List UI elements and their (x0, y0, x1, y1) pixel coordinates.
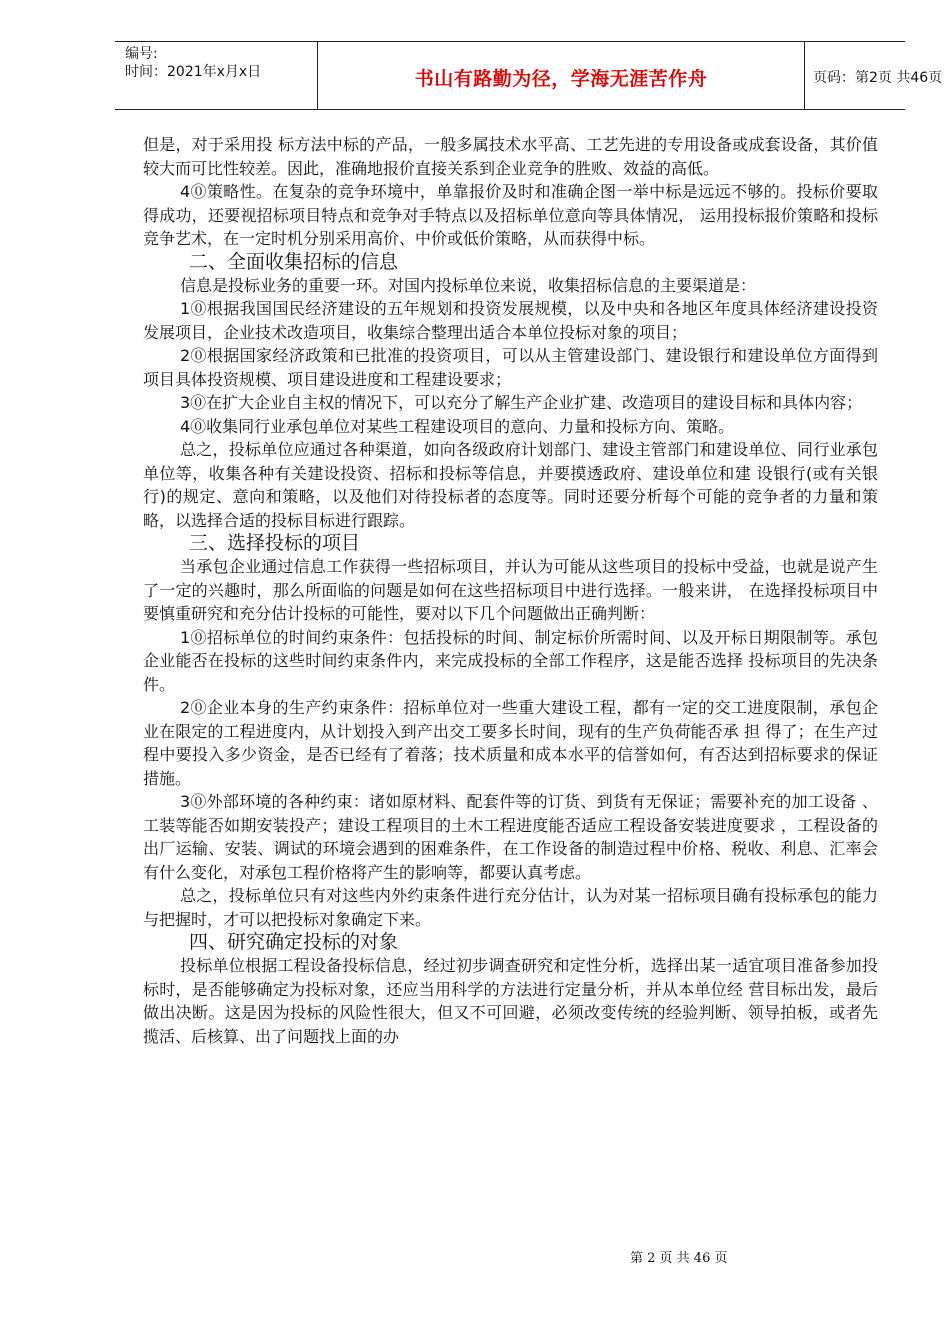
document-time-label: 时间：2021年x月x日 (125, 64, 262, 80)
paragraph: 1⓪招标单位的时间约束条件：包括投标的时间、制定标价所需时间、以及开标日期限制等。承包企业能否在投标的这些时间约束条件内，来完成投标的全部工作程序，这是能否选择 投标项目的先决条件。 (143, 627, 878, 694)
header-motto: 书山有路勤为径，学海无涯苦作舟 (414, 68, 708, 90)
paragraph: 投标单位根据工程设备投标信息，经过初步调查研究和定性分析，选择出某一适宜项目准备参加投标时，是否能够确定为投标对象，还应当用科学的方法进行定量分析，并从本单位经 营目标出发，最后做出决断。这是因为投标的风险性很大，但又不可回避，必须改变传统的经验判断、领导拍板，或者先揽活、后核算、出了问题找上面的办 (143, 956, 878, 1046)
paragraph: 总之，投标单位应通过各种渠道，如向各级政府计划部门、建设主管部门和建设单位、同行业承包单位等，收集各种有关建设投资、招标和投标等信息，并要摸透政府、建设单位和建 设银行(或有关银行)的规定、意向和策略，以及他们对待投标者的态度等。同时还要分析每个可能的竞争者的力量和策略，以选择合适的投标目标进行跟踪。 (143, 440, 878, 530)
paragraph: 1⓪根据我国国民经济建设的五年规划和投资发展规模，以及中央和各地区年度具体经济建设投资发展项目，企业技术改造项目，收集综合整理出适合本单位投标对象的项目； (143, 299, 878, 342)
paragraph: 总之，投标单位只有对这些内外约束条件进行充分估计，认为对某一招标项目确有投标承包的能力与把握时，才可以把投标对象确定下来。 (143, 886, 878, 929)
section-heading: 二、全面收集招标的信息 (189, 250, 399, 273)
section-heading: 四、研究确定投标的对象 (189, 931, 399, 953)
paragraph: 4⓪策略性。在复杂的竞争环境中，单靠报价及时和准确企图一举中标是远远不够的。投标价要取得成功，还要视招标项目特点和竞争对手特点以及招标单位意向等具体情况， 运用投标报价策略和投标竞争艺术，在一定时机分别采用高价、中价或低价策略，从而获得中标。 (143, 182, 878, 248)
header-motto-cell (317, 42, 805, 109)
header-page-cell (805, 42, 943, 109)
page-footer: 第 2 页 共 46 页 (630, 1251, 728, 1266)
document-body (143, 133, 878, 1048)
paragraph: 当承包企业通过信息工作获得一些招标项目，并认为可能从这些项目的投标中受益，也就是说产生了一定的兴趣时，那么所面临的问题是如何在这些招标项目中进行选择。一般来讲， 在选择投标项目中要慎重研究和充分估计投标的可能性，要对以下几个问题做出正确判断： (143, 557, 878, 623)
paragraph: 3⓪外部环境的各种约束：诸如原材料、配套件等的订货、到货有无保证；需要补充的加工设备 、工装等能否如期安装投产；建设工程项目的土木工程进度能否适应工程设备安装进度要求 ，工程设备的出厂运输、安装、调试的环境会遇到的困难条件，在工作设备的制造过程中价格、税收、利息、汇率会有什么变化，对承包工程价格将产生的影响等，都要认真考虑。 (143, 792, 878, 882)
paragraph: 3⓪在扩大企业自主权的情况下，可以充分了解生产企业扩建、改造项目的建设目标和具体内容； (180, 393, 863, 412)
paragraph: 4⓪收集同行业承包单位对某些工程建设项目的意向、力量和投标方向、策略。 (180, 416, 735, 436)
document-number-label: 编号: (125, 46, 158, 62)
header-meta-cell (115, 42, 317, 109)
paragraph: 但是，对于采用投 标方法中标的产品，一般多属技术水平高、工艺先进的专用设备或成套设备，其价值较大而可比性较差。因此，准确地报价直接关系到企业竞争的胜败、效益的高低。 (143, 135, 878, 178)
paragraph: 信息是投标业务的重要一环。对国内投标单位来说，收集招标信息的主要渠道是： (180, 275, 757, 295)
section-heading: 三、选择投标的项目 (189, 532, 361, 554)
page-header (115, 41, 943, 110)
paragraph: 2⓪根据国家经济政策和已批准的投资项目，可以从主管建设部门、建设银行和建设单位方面得到项目具体投资规模、项目建设进度和工程建设要求； (143, 346, 878, 389)
paragraph: 2⓪企业本身的生产约束条件：招标单位对一些重大建设工程，都有一定的交工进度限制，承包企业在限定的工程进度内，从计划投入到产出交工要多长时间，现有的生产负荷能否承 担 得了；在生产过程中要投入多少资金，是否已经有了着落；技术质量和成本水平的信誉如何，有否达到招标要求的保证措施。 (143, 698, 878, 788)
header-page-info: 页码：第2页 共46页 (813, 70, 943, 86)
